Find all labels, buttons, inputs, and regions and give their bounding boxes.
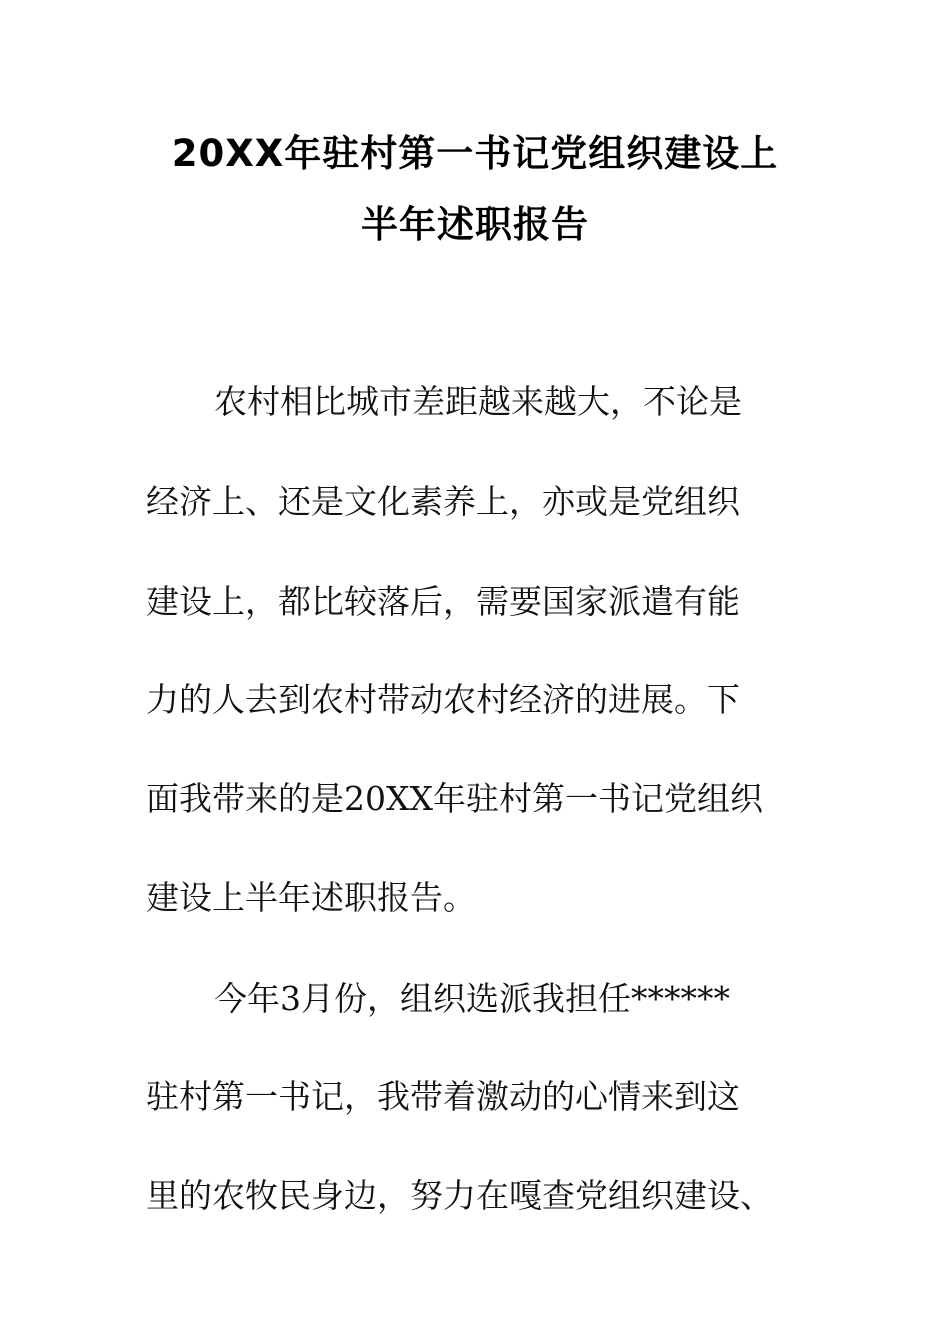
paragraph-line: 建设上，都比较落后，需要国家派遣有能 bbox=[146, 582, 740, 621]
document-title-line-2: 半年述职报告 bbox=[361, 203, 589, 246]
paragraph-line: 建设上半年述职报告。 bbox=[146, 878, 476, 917]
paragraph-line: 里的农牧民身边，努力在嘎查党组织建设、 bbox=[146, 1176, 773, 1215]
paragraph-line: 力的人去到农村带动农村经济的进展。下 bbox=[146, 680, 740, 719]
document-title-line-1: 20XX年驻村第一书记党组织建设上 bbox=[171, 132, 779, 175]
paragraph-line: 经济上、还是文化素养上，亦或是党组织 bbox=[146, 482, 740, 521]
paragraph-line: 面我带来的是20XX年驻村第一书记党组织 bbox=[146, 779, 763, 818]
paragraph-line: 农村相比城市差距越来越大，不论是 bbox=[214, 382, 742, 421]
paragraph-line: 驻村第一书记，我带着激动的心情来到这 bbox=[146, 1077, 740, 1116]
paragraph-line: 今年3月份，组织选派我担任****** bbox=[214, 979, 730, 1018]
